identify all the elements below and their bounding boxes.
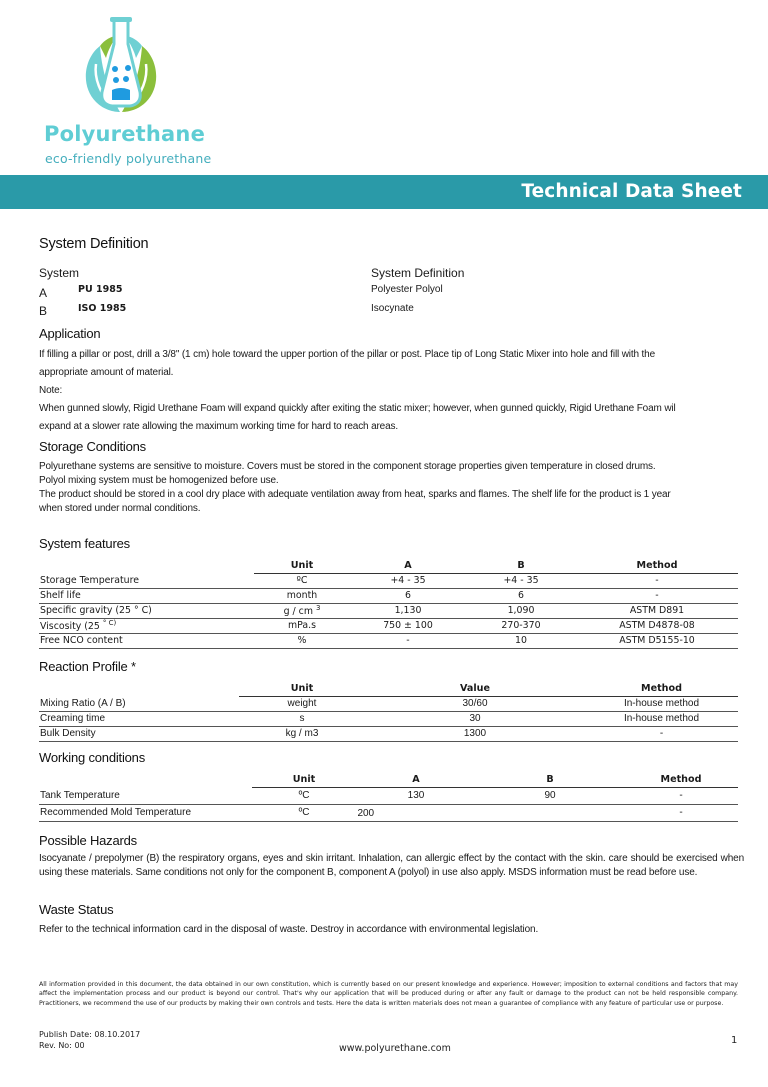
system-a-letter: A <box>39 286 48 300</box>
website-link[interactable]: www.polyurethane.com <box>339 1043 451 1054</box>
section-heading-working-conditions: Working conditions <box>39 750 145 765</box>
table-header-row: Unit A B Method <box>39 557 738 573</box>
system-b-definition: Isocynate <box>371 303 414 314</box>
waste-text: Refer to the technical information card in the disposal of waste. Destroy in accordance with environmental legislation. <box>39 924 539 935</box>
brand-logo <box>40 14 240 174</box>
brand-tagline: eco-friendly polyurethane <box>45 151 212 166</box>
table-row: Specific gravity (25 ° C) g / cm $^3$ 1,130 1,090 ASTM D891 <box>39 603 738 618</box>
system-a-definition: Polyester Polyol <box>371 284 443 295</box>
table-header-row: Unit Value Method <box>39 680 738 696</box>
brand-name: Polyurethane <box>44 122 206 146</box>
table-row: Storage Temperature ºC +4 - 35 +4 - 35 - <box>39 573 738 588</box>
working-conditions-table <box>39 771 738 822</box>
document-title: Technical Data Sheet <box>521 181 742 202</box>
section-heading-reaction-profile: Reaction Profile * <box>39 659 136 674</box>
section-heading-waste: Waste Status <box>39 902 114 917</box>
system-features-table <box>39 557 738 649</box>
hazards-text: Isocyanate / prepolymer (B) the respiratory organs, eyes and skin irritant. Inhalation, can allergic effect by the contact with the skin. care should be exercised when using these materials. Same conditions not only for the component B, component A (polyol) in use also apply. MSDS information must be read before use. <box>39 853 744 878</box>
application-text: If filling a pillar or post, drill a 3/8" (1 cm) hole toward the upper portion of the pillar or post. Place tip of Long Static Mixer into hole and fill with the appropriate amount of material. Note: When gunned slowly, Rigid Urethane Foam will expand quickly after exiting the static mixer; however, when gunned quickly, Rigid Urethane Foam wil expand at a slower rate allowing the maximum working time for hard to reach areas. <box>39 349 676 432</box>
table-row: Viscosity (25 $^{^\circ C)}$ mPa.s 750 ± 100 270-370 ASTM D4878-08 <box>39 618 738 633</box>
system-b-letter: B <box>39 304 48 318</box>
col-label-definition: System Definition <box>371 266 465 280</box>
section-heading-system-definition: System Definition <box>39 236 149 252</box>
section-heading-hazards: Possible Hazards <box>39 833 137 848</box>
table-row: Tank Temperature ºC 130 90 - <box>39 787 738 804</box>
table-row: Free NCO content % - 10 ASTM D5155-10 <box>39 633 738 648</box>
header-banner <box>0 175 768 209</box>
storage-text: Polyurethane systems are sensitive to moisture. Covers must be stored in the component storage properties given temperature in closed drums. Polyol mixing system must be homogenized before use. The product should be stored in a cool dry place with adequate ventilation away from heat, sparks and flames. The shelf life for the product is 1 year when stored under normal conditions. <box>39 461 671 514</box>
reaction-profile-table <box>39 680 738 742</box>
table-row: Bulk Density kg / m3 1300 - <box>39 726 738 741</box>
system-a-code: PU 1985 <box>78 284 123 295</box>
table-row: Creaming time s 30 In-house method <box>39 711 738 726</box>
table-row: Shelf life month 6 6 - <box>39 588 738 603</box>
table-header-row: Unit A B Method <box>39 771 738 787</box>
section-heading-storage: Storage Conditions <box>39 439 146 454</box>
revision-number: Rev. No: 00 <box>39 1041 85 1050</box>
table-row: Mixing Ratio (A / B) weight 30/60 In-house method <box>39 696 738 711</box>
flask-leaf-icon <box>82 14 160 114</box>
system-b-code: ISO 1985 <box>78 303 127 314</box>
section-heading-application: Application <box>39 326 101 341</box>
publish-date: Publish Date: 08.10.2017 <box>39 1030 141 1039</box>
section-heading-system-features: System features <box>39 536 130 551</box>
col-label-system: System <box>39 266 80 280</box>
legal-disclaimer: All information provided in this document, the data obtained in our own constitution, which is currently based on our present knowledge and experience. However; imposition to external conditions and factors that may affect the implementation process and our product is beyond our control. That's why our application that will be produced during or after any fault or damage to the product can not be held responsible company. Practitioners, we recommend the use of our products by making their own controls and tests. Here the data is written materials does not mean a guarantee of compliance with any feature of particular use or purpose. <box>39 981 738 1007</box>
page-number: 1 <box>731 1035 738 1046</box>
table-row: Recommended Mold Temperature ºC 200 - <box>39 804 738 821</box>
